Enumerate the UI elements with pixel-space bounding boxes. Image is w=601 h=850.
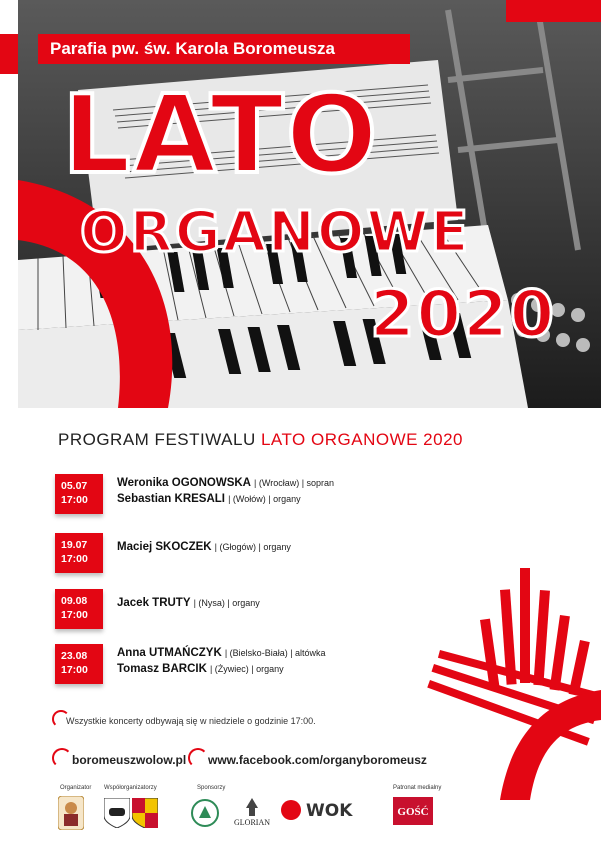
event-date-badge: [55, 644, 103, 684]
performer-name: Maciej SKOCZEK: [117, 541, 212, 553]
web-arc-icon: [52, 748, 72, 768]
performer-info: | (Głogów) | organy: [214, 542, 291, 552]
performer-info: | (Wołów) | organy: [228, 494, 301, 504]
organizer-label: Organizator: [60, 785, 92, 791]
sponsors-label: Sponsorzy: [197, 785, 226, 791]
event-date: 19.07: [61, 539, 88, 551]
concert-note: Wszystkie koncerty odbywają się w niedziele o godzinie 17:00.: [66, 716, 316, 726]
performer: [117, 663, 284, 675]
performer-info: | (Bielsko-Biała) | altówka: [224, 648, 326, 658]
sponsor-green-logo: [190, 798, 220, 828]
event-date: 09.08: [61, 595, 88, 607]
wok-logo: [280, 798, 370, 822]
wolow-coat-of-arms-icon: [104, 798, 130, 828]
program-heading-suffix: LATO ORGANOWE 2020: [260, 430, 463, 449]
performer: [117, 493, 301, 505]
glorian-logo: [232, 796, 272, 830]
title-organowe: ORGANOWE: [80, 200, 471, 265]
event-date-badge: [55, 474, 103, 514]
event-time: 17:00: [61, 664, 88, 676]
event-date: 23.08: [61, 650, 88, 662]
performer: [117, 477, 334, 489]
event-date: 05.07: [61, 480, 88, 492]
performer: [117, 541, 291, 553]
website-link[interactable]: boromeuszwolow.pl: [72, 753, 187, 767]
program-heading: [58, 430, 463, 450]
performer-info: | (Nysa) | organy: [193, 598, 260, 608]
performer-info: | (Wrocław) | sopran: [254, 478, 335, 488]
facebook-arc-icon: [188, 748, 208, 768]
event-date-badge: [55, 589, 103, 629]
county-coat-of-arms-icon: [132, 798, 158, 828]
title-lato: LATO: [62, 73, 380, 198]
facebook-link[interactable]: www.facebook.com/organyboromeusz: [208, 753, 427, 767]
side-accent: [0, 34, 18, 74]
organ-pipes-graphic: [420, 560, 601, 800]
performer-name: Tomasz BARCIK: [117, 663, 207, 675]
wok-text: WOK: [306, 801, 353, 821]
program-heading-prefix: PROGRAM FESTIWALU: [58, 430, 256, 449]
gosc-text: GOŚĆ: [397, 806, 429, 818]
performer-name: Anna UTMAŃCZYK: [117, 647, 222, 659]
performer: [117, 647, 326, 659]
performer-name: Jacek TRUTY: [117, 597, 191, 609]
title-year: 2020: [370, 278, 557, 352]
event-time: 17:00: [61, 553, 88, 565]
performer-info: | (Żywiec) | organy: [209, 664, 284, 674]
event-time: 17:00: [61, 609, 88, 621]
performer-name: Sebastian KRESALI: [117, 493, 225, 505]
event-time: 17:00: [61, 494, 88, 506]
media-label: Patronat medialny: [393, 785, 442, 791]
coorganizers-label: Współorganizatorzy: [104, 785, 157, 791]
event-date-badge: [55, 533, 103, 573]
corner-accent: [506, 0, 601, 22]
glorian-text: GLORIAN: [234, 818, 270, 827]
gosc-logo: [393, 797, 433, 825]
performer-name: Weronika OGONOWSKA: [117, 477, 251, 489]
performer: [117, 597, 260, 609]
parish-logo: [58, 796, 84, 830]
parish-banner: Parafia pw. św. Karola Boromeusza: [38, 34, 410, 64]
